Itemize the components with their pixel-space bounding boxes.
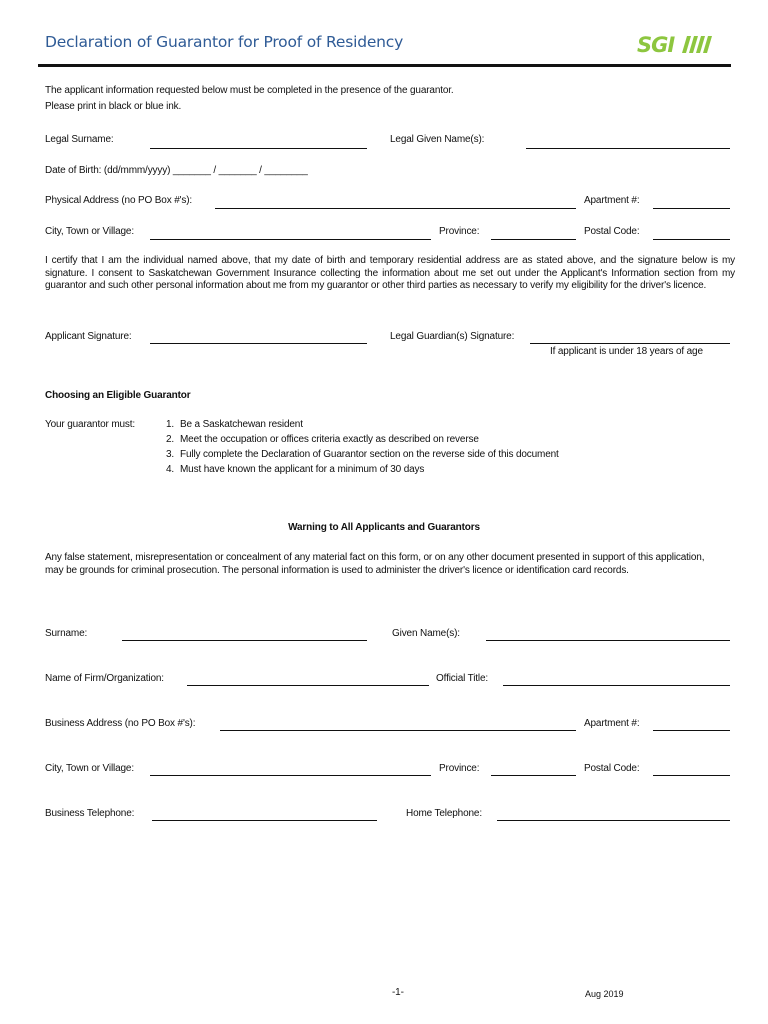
physical-address-label: Physical Address (no PO Box #'s): (45, 195, 193, 206)
guardian-signature-field[interactable] (530, 343, 730, 344)
firm-field[interactable] (187, 685, 429, 686)
guarantor-postal-code-field[interactable] (653, 775, 730, 776)
warning-text: Any false statement, misrepresentation or concealment of any material fact on this form, or on any other document presented in support of this application, may be grounds for criminal prosecution. The personal information is used to administer the driver's licence or identification card records. (45, 552, 705, 576)
apartment-field[interactable] (653, 208, 730, 209)
home-phone-label: Home Telephone: (406, 808, 482, 819)
list-text: Be a Saskatchewan resident (180, 419, 303, 430)
guarantor-province-field[interactable] (491, 775, 576, 776)
certify-statement: I certify that I am the individual named above, that my date of birth and temporary residential address are as stated above, and the signature below is my signature. I consent to Saskatchewan Government Insurance collecting the information about me set out under the Applicant's Information section from my guarantor and such other personal information about me from my guarantor or other third parties as necessary to verify my eligibility for the driver's licence. (45, 255, 735, 292)
guarantor-city-field[interactable] (150, 775, 431, 776)
home-phone-field[interactable] (497, 820, 730, 821)
list-item (166, 434, 479, 446)
header-rule (38, 64, 731, 67)
list-item (166, 419, 303, 431)
physical-address-field[interactable] (215, 208, 576, 209)
province-label: Province: (439, 226, 480, 237)
applicant-signature-label: Applicant Signature: (45, 331, 132, 342)
list-text: Fully complete the Declaration of Guarantor section on the reverse side of this document (180, 449, 559, 460)
official-title-label: Official Title: (436, 673, 489, 684)
eligible-heading: Choosing an Eligible Guarantor (45, 390, 191, 401)
page-number: -1- (392, 987, 404, 998)
postal-code-field[interactable] (653, 239, 730, 240)
list-text: Meet the occupation or offices criteria exactly as described on reverse (180, 434, 479, 445)
guardian-note: If applicant is under 18 years of age (550, 346, 703, 357)
city-label: City, Town or Village: (45, 226, 134, 237)
given-names-field[interactable] (486, 640, 730, 641)
firm-label: Name of Firm/Organization: (45, 673, 164, 684)
city-field[interactable] (150, 239, 431, 240)
apartment-label: Apartment #: (584, 195, 640, 206)
official-title-field[interactable] (503, 685, 730, 686)
business-address-field[interactable] (220, 730, 576, 731)
list-text: Must have known the applicant for a minimum of 30 days (180, 464, 425, 475)
sgi-logo (637, 33, 727, 55)
business-phone-label: Business Telephone: (45, 808, 135, 819)
guarantor-city-label: City, Town or Village: (45, 763, 134, 774)
legal-surname-label: Legal Surname: (45, 134, 114, 145)
list-item (166, 449, 559, 461)
surname-field[interactable] (122, 640, 367, 641)
guarantor-apartment-label: Apartment #: (584, 718, 640, 729)
list-number: 2. (166, 434, 175, 445)
province-field[interactable] (491, 239, 576, 240)
given-names-label: Given Name(s): (392, 628, 460, 639)
guarantor-province-label: Province: (439, 763, 480, 774)
list-number: 3. (166, 449, 175, 460)
applicant-signature-field[interactable] (150, 343, 367, 344)
eligible-lead: Your guarantor must: (45, 419, 136, 430)
legal-given-names-label: Legal Given Name(s): (390, 134, 485, 145)
list-number: 4. (166, 464, 175, 475)
svg-text:SGI: SGI (637, 33, 675, 55)
page-title: Declaration of Guarantor for Proof of Residency (45, 33, 404, 51)
business-phone-field[interactable] (152, 820, 377, 821)
warning-heading: Warning to All Applicants and Guarantors (288, 522, 480, 533)
list-number: 1. (166, 419, 175, 430)
intro-line-1: The applicant information requested below must be completed in the presence of the guarantor. (45, 85, 454, 96)
postal-code-label: Postal Code: (584, 226, 640, 237)
surname-label: Surname: (45, 628, 88, 639)
guarantor-postal-code-label: Postal Code: (584, 763, 640, 774)
revision-date: Aug 2019 (585, 989, 624, 999)
guardian-signature-label: Legal Guardian(s) Signature: (390, 331, 515, 342)
guarantor-apartment-field[interactable] (653, 730, 730, 731)
legal-surname-field[interactable] (150, 148, 367, 149)
list-item (166, 464, 424, 476)
legal-given-names-field[interactable] (526, 148, 730, 149)
intro-line-2: Please print in black or blue ink. (45, 101, 182, 112)
dob-label[interactable]: Date of Birth: (dd/mmm/yyyy) _______ / _______ / ________ (45, 165, 308, 176)
business-address-label: Business Address (no PO Box #'s): (45, 718, 196, 729)
